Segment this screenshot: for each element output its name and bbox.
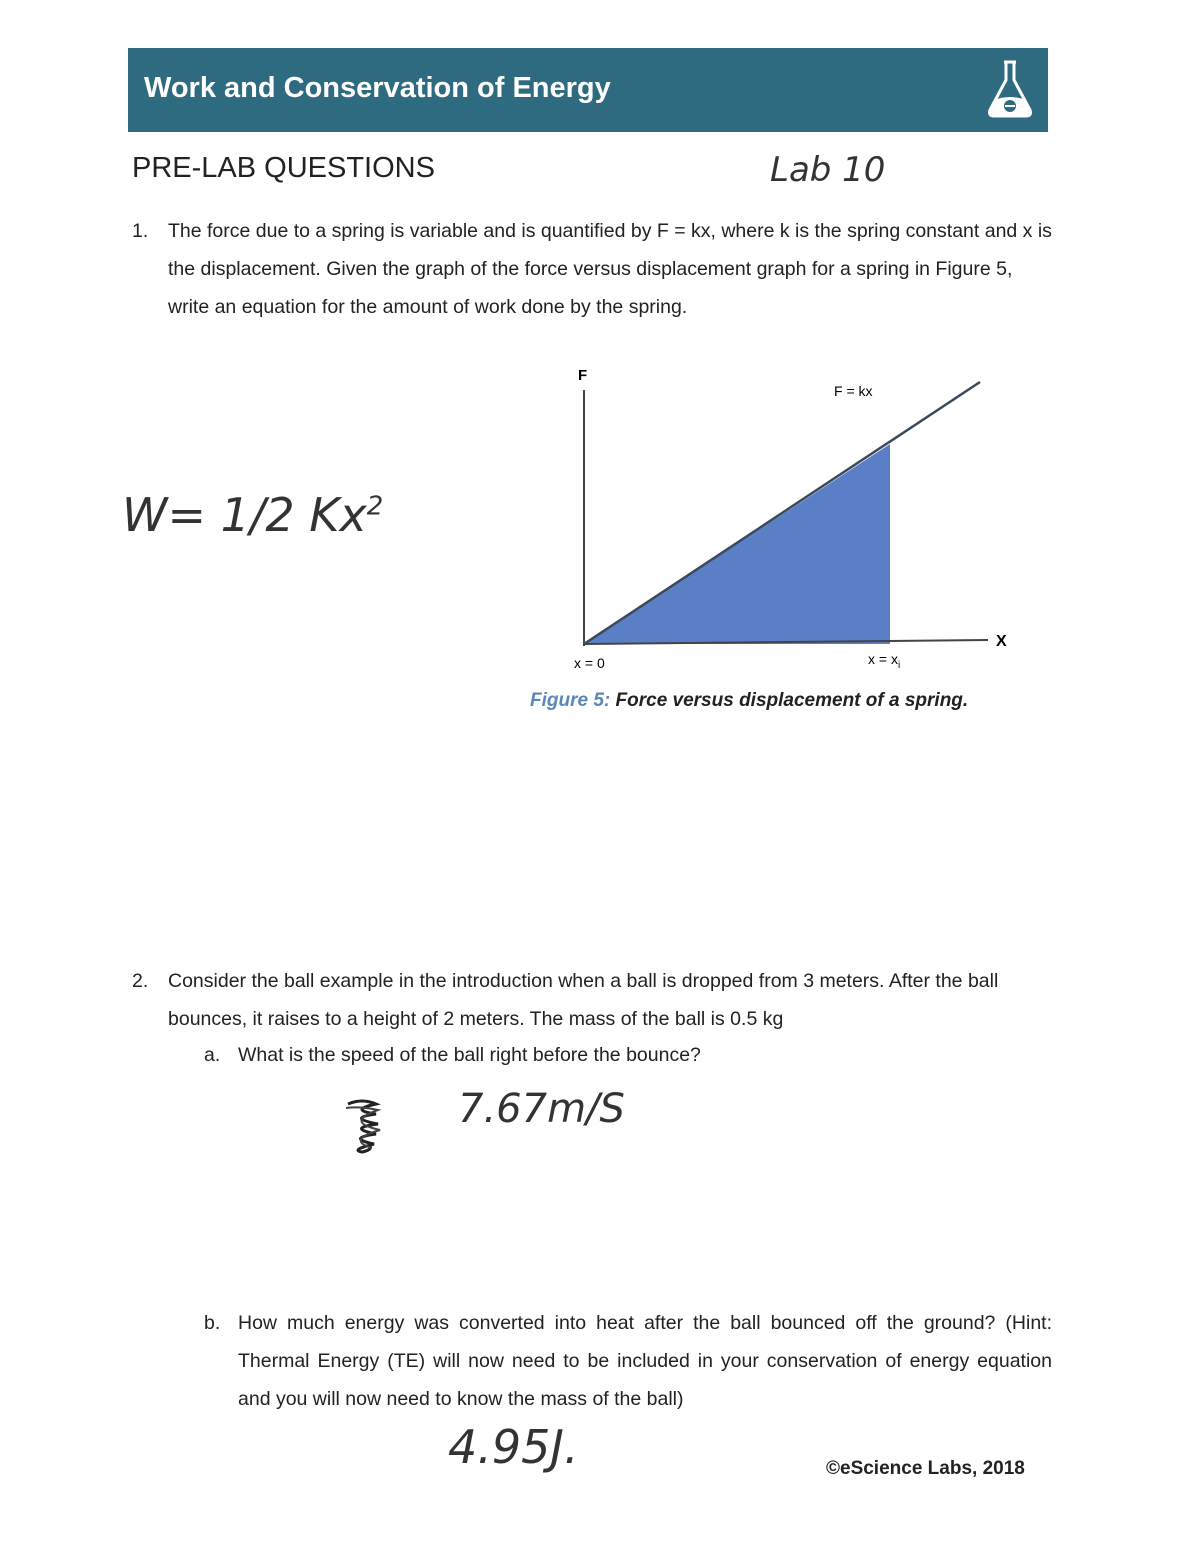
subquestion-letter: a. xyxy=(204,1044,221,1066)
document-title: Work and Conservation of Energy xyxy=(144,72,611,104)
question-number: 1. xyxy=(132,220,149,242)
subquestion-a xyxy=(204,1036,1058,1074)
question-1 xyxy=(132,212,1058,326)
answer-text: W= 1/2 Kx xyxy=(122,488,367,542)
copyright-footer: ©eScience Labs, 2018 xyxy=(826,1458,1025,1479)
x-start-label: x = 0 xyxy=(574,655,605,670)
question-number: 2. xyxy=(132,970,149,992)
subquestion-b xyxy=(204,1304,1052,1418)
question-text: The force due to a spring is variable and is quantified by F = kx, where k is the spring constant and x is the displacement. Given the graph of the force versus displacement graph for a spring in Figure 5, write an equation for the amount of work done by the spring. xyxy=(168,220,1052,318)
caption-text: Force versus displacement of a spring. xyxy=(615,690,969,711)
header-banner xyxy=(128,48,1048,132)
x-end-label xyxy=(868,651,900,670)
section-title: PRE-LAB QUESTIONS xyxy=(132,152,435,184)
handwritten-answer-2a: 7.67m/S xyxy=(458,1086,625,1132)
answer-exponent: 2 xyxy=(366,491,384,522)
question-text: Consider the ball example in the introduction when a ball is dropped from 3 meters. After the ball bounces, it raises to a height of 2 meters. The mass of the ball is 0.5 kg xyxy=(168,970,999,1030)
force-displacement-figure xyxy=(560,360,1020,670)
x-end-main: x = x xyxy=(868,651,898,667)
caption-label: Figure 5: xyxy=(530,690,611,711)
line-label: F = kx xyxy=(834,383,873,399)
handwritten-answer-1 xyxy=(122,488,383,542)
subquestion-text: How much energy was converted into heat after the ball bounced off the ground? (Hint: Thermal Energy (TE) will now need to be included in your conservation of energy equation and you will now need to know the mass of the ball) xyxy=(238,1312,1052,1410)
flask-icon xyxy=(984,56,1036,122)
handwritten-lab-note: Lab 10 xyxy=(770,150,886,190)
handwritten-answer-2b: 4.95J. xyxy=(448,1420,579,1474)
figure-caption xyxy=(530,690,968,712)
subquestion-text: What is the speed of the ball right before the bounce? xyxy=(238,1044,701,1066)
scribble-mark xyxy=(340,1096,384,1154)
question-2 xyxy=(132,962,1058,1038)
x-axis-label: X xyxy=(996,633,1007,650)
x-end-subscript: i xyxy=(897,660,901,670)
subquestion-letter: b. xyxy=(204,1312,221,1334)
y-axis-label: F xyxy=(578,367,588,384)
